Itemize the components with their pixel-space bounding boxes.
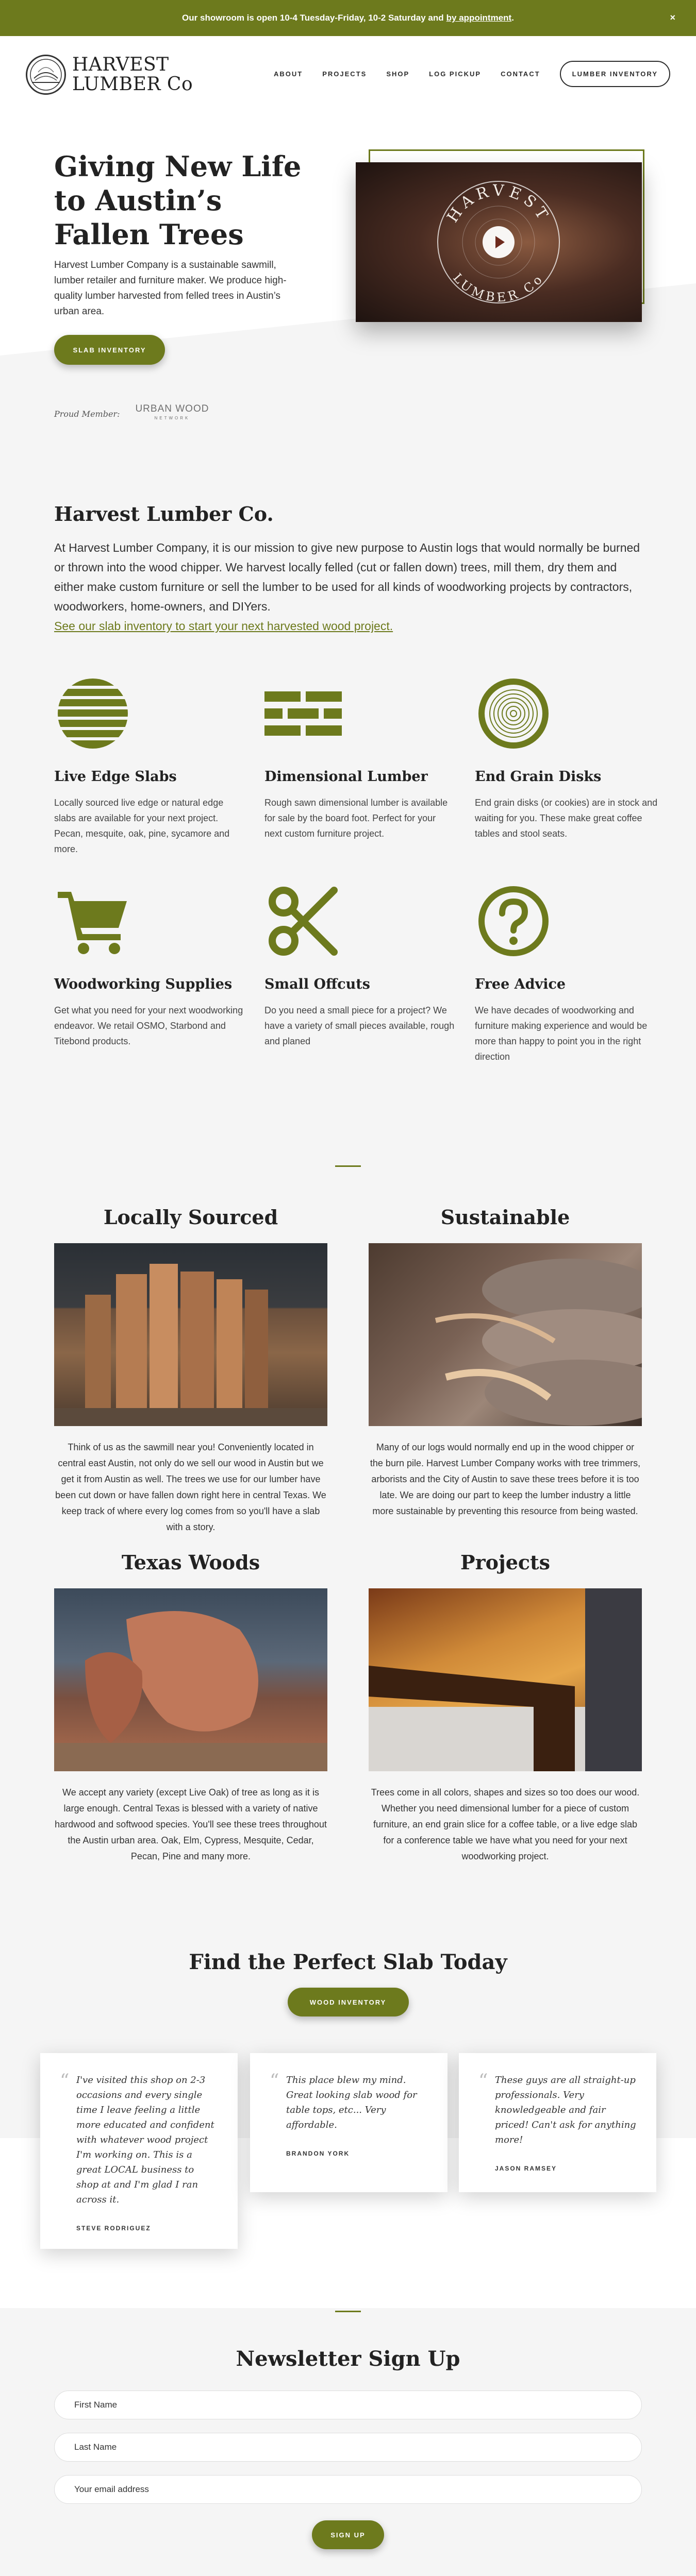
email-field[interactable] [54,2475,642,2504]
hero [0,113,696,469]
table-edge-photo [369,1588,642,1771]
logo[interactable] [26,55,193,95]
panel-projects [369,1551,642,1865]
feature-title: Woodworking Supplies [54,976,233,992]
feature-title: Live Edge Slabs [54,769,177,785]
testimonial-author: STEVE RODRIGUEZ [76,2225,151,2232]
testimonial-card [459,2053,656,2192]
first-name-field[interactable] [54,2391,642,2419]
feature-text: Locally sourced live edge or natural edge slabs are available for your next project. Pecan, mesquite, oak, pine, sycamore and more. [54,798,230,854]
about-title: Harvest Lumber Co. [54,502,274,526]
nav-contact[interactable]: CONTACT [501,70,540,78]
feature-text: Rough sawn dimensional lumber is available for sale by the board foot. Perfect for your next custom furniture project. [264,798,448,839]
panel-title: Projects [460,1551,550,1574]
slab-inventory-link[interactable]: See our slab inventory to start your next harvested wood project. [54,619,393,633]
hero-video[interactable] [356,162,642,322]
panel-title: Locally Sourced [103,1206,278,1229]
nav-projects[interactable]: PROJECTS [322,70,367,78]
svg-text:LUMBER Co [450,270,547,304]
feature-text: Do you need a small piece for a project? We have a variety of small pieces available, rough and planed [264,1005,455,1046]
panel-text: Think of us as the sawmill near you! Conveniently located in central east Austin, not only do we sell our wood in Austin but we get it from Austin as well. The trees we use for our lumber have been cut down or have fallen down right here in central Texas. We keep track of where every log comes from so you'll have a slab with a story. [55,1442,326,1532]
logo-line-1: HARVEST [72,54,169,75]
urban-wood-network-logo[interactable] [135,404,209,423]
feature-text: End grain disks (or cookies) are in stock and waiting for you. These make great coffee tables and stool seats. [475,798,658,839]
announcement-bar [0,0,696,36]
nav-log-pickup[interactable]: LOG PICKUP [429,70,482,78]
quote-icon: “ [60,2071,70,2092]
logo-line-2: LUMBER Co [72,74,193,95]
carved-slabs-photo [54,1588,327,1771]
partner-sub: NETWORK [154,416,190,420]
quote-icon: “ [270,2071,279,2092]
partner-name: URBAN WOOD [135,403,209,414]
end-grain-disk-icon [475,675,552,752]
section-divider [335,1165,361,1167]
nav-shop[interactable]: SHOP [386,70,410,78]
about-body: At Harvest Lumber Company, it is our mission to give new purpose to Austin logs that would normally be burned or thrown into the wood chipper. We harvest locally felled (cut or fallen down) trees, mill them, dry them and either make custom furniture or sell the lumber to be used for all kinds of woodworking projects by contractors, woodworkers, home-owners, and DIYers. [54,541,640,613]
cta-title: Find the Perfect Slab Today [189,1950,507,1974]
scissors-icon [264,883,342,960]
announcement-tail: . [511,13,514,23]
nav-about[interactable]: ABOUT [274,70,303,78]
feature-woodworking-supplies [54,883,245,1064]
announcement-text: Our showroom is open 10-4 Tuesday-Friday, 10-2 Saturday and [182,13,444,23]
panel-texas-woods [54,1551,327,1865]
feature-small-offcuts [264,883,455,1064]
close-icon[interactable]: × [670,12,675,23]
newsletter-title: Newsletter Sign Up [236,2347,460,2371]
log-rounds-photo [369,1243,642,1426]
panel-title: Texas Woods [121,1551,260,1574]
about-section [54,502,642,636]
feature-free-advice [475,883,666,1064]
feature-title: Dimensional Lumber [264,769,428,785]
shopping-cart-icon [54,883,131,960]
feature-dimensional-lumber [264,675,455,857]
video-brand-top: HARVEST [443,181,554,226]
hero-intro: Harvest Lumber Company is a sustainable sawmill, lumber retailer and furniture maker. We produce high-quality lumber harvested from felled trees in Austin’s urban area. [54,260,287,317]
dimensional-lumber-icon [264,675,342,752]
wood-inventory-button[interactable]: WOOD INVENTORY [288,1988,409,2016]
play-icon[interactable] [483,226,515,258]
panel-sustainable [369,1206,642,1519]
video-brand-bottom: LUMBER Co [450,270,547,305]
question-mark-icon [475,883,552,960]
testimonial-quote: This place blew my mind. Great looking slab wood for table tops, etc... Very affordable. [286,2075,417,2130]
feature-title: Free Advice [475,976,566,992]
feature-end-grain-disks [475,675,666,857]
logo-tree-icon [26,55,66,95]
testimonial-author: BRANDON YORK [286,2150,350,2157]
feature-text: Get what you need for your next woodworking endeavor. We retail OSMO, Starbond and Titebond products. [54,1005,243,1046]
testimonial-quote: These guys are all straight-up professionals. Very knowledgeable and fair priced! Can't ask for anything more! [495,2075,636,2145]
site-header [0,36,696,113]
features-grid [54,675,658,1064]
proud-member-label: Proud Member: [54,409,120,419]
panel-title: Sustainable [440,1206,570,1229]
slab-inventory-button[interactable]: SLAB INVENTORY [54,335,165,365]
main-nav [274,61,670,87]
panel-text: Trees come in all colors, shapes and sizes so too does our wood. Whether you need dimensional lumber for a piece of custom furniture, an end grain slice for a coffee table, or a live edge slab for a conference table we have what you need for your next woodworking project. [371,1787,640,1861]
quote-icon: “ [478,2071,488,2092]
feature-text: We have decades of woodworking and furniture making experience and would be more than happy to point you in the right direction [475,1005,648,1062]
live-edge-slab-icon [54,675,131,752]
panel-text: We accept any variety (except Live Oak) of tree as long as it is large enough. Central Texas is blessed with a variety of native hardwood and softwood species. You'll see these trees throughout the Austin urban area. Oak, Elm, Cypress, Mesquite, Cedar, Pecan, Pine and many more. [55,1787,327,1861]
section-divider [335,2311,361,2312]
testimonial-quote: I've visited this shop on 2-3 occasions and every single time I leave feeling a little more educated and confident with whatever wood project I'm working on. This is a great LOCAL business to shop at and I'm glad I ran across it. [76,2075,214,2205]
testimonial-author: JASON RAMSEY [495,2165,557,2172]
hero-title: Giving New Life to Austin’s Fallen Trees [54,150,302,251]
sign-up-button[interactable]: SIGN UP [312,2520,384,2549]
feature-live-edge-slabs [54,675,245,857]
testimonial-card [250,2053,448,2192]
appointment-link[interactable]: by appointment [446,13,512,23]
testimonial-card [40,2053,238,2249]
slabs-photo [54,1243,327,1426]
last-name-field[interactable] [54,2433,642,2462]
panel-text: Many of our logs would normally end up in the wood chipper or the burn pile. Harvest Lumber Company works with tree trimmers, arborists and the City of Austin to save these trees before it is too late. We are doing our part to keep the lumber industry a little more sustainable by preventing this resource from being wasted. [370,1442,641,1516]
cta-section [0,1950,696,2016]
panel-locally-sourced [54,1206,327,1535]
feature-title: Small Offcuts [264,976,370,992]
feature-title: End Grain Disks [475,769,602,785]
proud-member [54,404,209,423]
nav-lumber-inventory-button[interactable]: LUMBER INVENTORY [560,61,670,87]
newsletter-section [54,2347,642,2549]
